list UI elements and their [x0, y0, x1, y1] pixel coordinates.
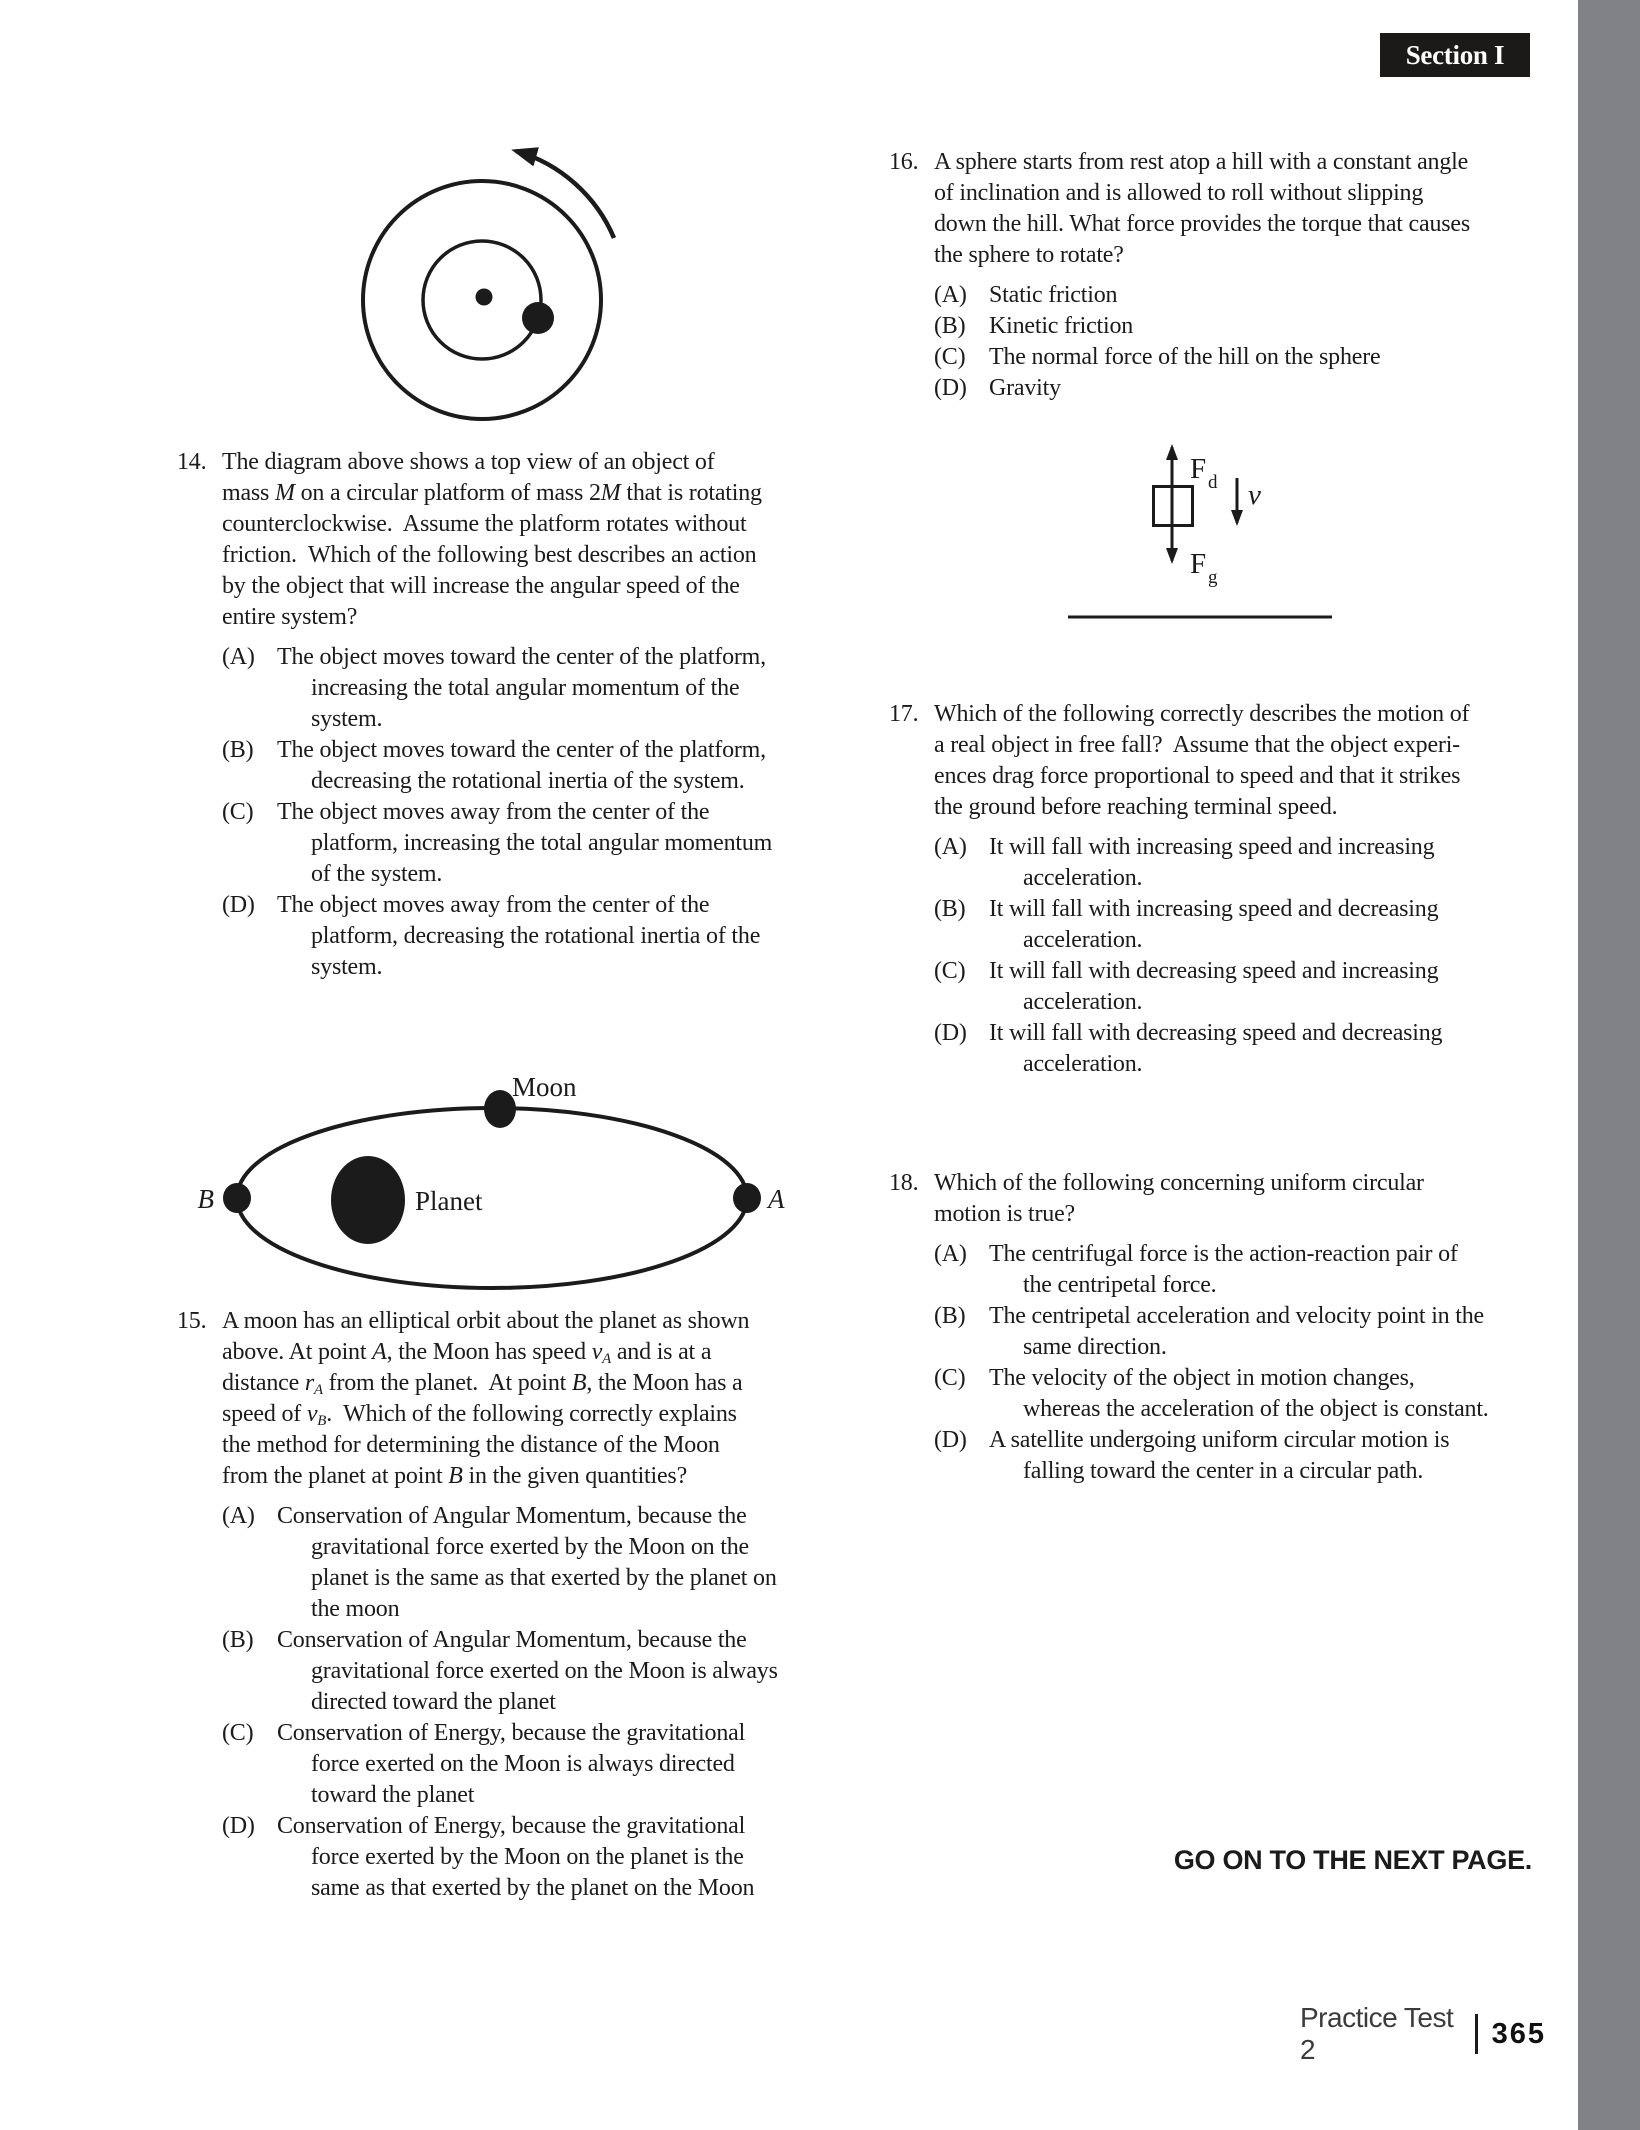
question-14	[168, 447, 868, 983]
option-text: Gravity	[989, 375, 1061, 401]
question-text: Which of the following concerning uniform circular motion is true?	[934, 1170, 1424, 1227]
option-row	[222, 1811, 868, 1904]
platform-center-dot	[476, 289, 493, 306]
option-row	[934, 956, 1580, 1018]
option-row	[222, 797, 868, 890]
option-text: The velocity of the object in motion changes, whereas the acceleration of the object is constant.	[989, 1365, 1489, 1422]
option-text: It will fall with decreasing speed and decreasing acceleration.	[989, 1020, 1443, 1077]
platform-diagram	[340, 118, 635, 423]
question-text: A sphere starts from rest atop a hill with a constant angle of inclination and is allowed to roll without slipping down the hill. What force provides the torque that causes the sphere to rotate?	[934, 149, 1470, 268]
question-text: Which of the following correctly describes the motion of a real object in free fall? Assume that the object experi- ences drag force proportional to speed and that it strikes the ground before reaching terminal speed.	[934, 701, 1470, 820]
question-number: 16.	[889, 149, 919, 175]
option-text: The object moves away from the center of the platform, increasing the total angular momentum of the system.	[277, 799, 773, 887]
option-text: Conservation of Energy, because the gravitational force exerted on the Moon is always directed toward the planet	[277, 1720, 746, 1808]
option-text: It will fall with decreasing speed and increasing acceleration.	[989, 958, 1439, 1015]
question-17	[880, 699, 1580, 1080]
gravity-force-label: F	[1190, 548, 1207, 580]
object-dot	[522, 302, 554, 334]
section-badge: Section I	[1380, 33, 1530, 77]
page-footer	[1300, 2002, 1546, 2066]
option-label: (D)	[934, 1020, 967, 1046]
option-text: Conservation of Angular Momentum, because the gravitational force exerted on the Moon is always directed toward the planet	[277, 1627, 778, 1715]
option-label: (D)	[222, 1813, 255, 1839]
option-row	[934, 1425, 1580, 1487]
option-row	[222, 890, 868, 983]
freefall-diagram	[1040, 420, 1360, 630]
option-text: It will fall with increasing speed and increasing acceleration.	[989, 834, 1435, 891]
option-label: (B)	[222, 737, 254, 763]
option-row	[934, 1239, 1580, 1301]
option-label: (D)	[222, 892, 255, 918]
option-text: It will fall with increasing speed and decreasing acceleration.	[989, 896, 1439, 953]
option-row	[934, 1363, 1580, 1425]
drag-force-label: F	[1190, 453, 1207, 485]
option-row	[222, 1625, 868, 1718]
option-text: The normal force of the hill on the sphere	[989, 344, 1381, 370]
option-text: The object moves toward the center of the platform, decreasing the rotational inertia of the system.	[277, 737, 766, 794]
option-label: (A)	[222, 644, 255, 670]
question-text: A moon has an elliptical orbit about the planet as shown above. At point A, the Moon has speed $v_A$ and is at a distance $r_A$ from the planet. At point B, the Moon has a speed of $v_B$. Which of the following correctly explains the method for determining the distance of the Moon from the planet at point B in the given quantities?	[222, 1308, 750, 1489]
gravity-force-subscript: g	[1208, 567, 1218, 588]
option-text: The object moves toward the center of the platform, increasing the total angular momentum of the system.	[277, 644, 766, 732]
option-label: (A)	[934, 834, 967, 860]
point-a-dot	[733, 1183, 761, 1213]
option-row	[934, 373, 1580, 404]
option-label: (D)	[934, 1427, 967, 1453]
figure-freefall	[1040, 420, 1360, 635]
planet-dot	[331, 1156, 405, 1244]
figure-platform	[340, 118, 635, 428]
option-label: (A)	[222, 1503, 255, 1529]
option-label: (C)	[934, 958, 966, 984]
option-label: (B)	[222, 1627, 254, 1653]
option-text: The object moves away from the center of the platform, decreasing the rotational inertia of the system.	[277, 892, 761, 980]
option-text: Kinetic friction	[989, 313, 1134, 339]
option-row	[934, 832, 1580, 894]
option-text: Conservation of Energy, because the gravitational force exerted by the Moon on the planet is the same as that exerted by the planet on the Moon	[277, 1813, 755, 1901]
option-row	[222, 642, 868, 735]
orbit-ellipse	[237, 1108, 747, 1288]
orbit-diagram	[150, 1058, 810, 1303]
option-label: (B)	[934, 896, 966, 922]
question-16	[880, 147, 1580, 404]
option-label: (C)	[934, 1365, 966, 1391]
option-label: (B)	[934, 1303, 966, 1329]
option-row	[934, 1301, 1580, 1363]
velocity-label: v	[1248, 479, 1261, 511]
option-text: A satellite undergoing uniform circular motion is falling toward the center in a circular path.	[989, 1427, 1450, 1484]
option-text: Conservation of Angular Momentum, because the gravitational force exerted by the Moon on the planet is the same as that exerted by the planet on the moon	[277, 1503, 777, 1622]
option-label: (A)	[934, 282, 967, 308]
option-row	[222, 735, 868, 797]
moon-label: Moon	[512, 1072, 577, 1102]
footer-page-number: 365	[1491, 2017, 1546, 2050]
footer-label: Practice Test 2	[1300, 2002, 1454, 2065]
option-row	[934, 342, 1580, 373]
option-label: (B)	[934, 313, 966, 339]
question-text: The diagram above shows a top view of an object of mass M on a circular platform of mass 2M that is rotating counterclockwise. Assume the platform rotates without friction. Which of the following best describes an action by the object that will increase the angular speed of the entire system?	[222, 449, 762, 630]
question-number: 18.	[889, 1170, 919, 1196]
point-b-dot	[223, 1183, 251, 1213]
option-row	[934, 894, 1580, 956]
option-label: (C)	[222, 799, 254, 825]
option-row	[934, 1018, 1580, 1080]
page-edge-tab	[1578, 0, 1640, 2130]
option-label: (D)	[934, 375, 967, 401]
option-row	[934, 280, 1580, 311]
option-row	[222, 1501, 868, 1625]
option-text: The centripetal acceleration and velocity point in the same direction.	[989, 1303, 1484, 1360]
question-number: 15.	[177, 1308, 207, 1334]
counterclockwise-rotation-arrow	[516, 151, 614, 238]
option-text: Static friction	[989, 282, 1118, 308]
option-label: (C)	[222, 1720, 254, 1746]
point-b-label: B	[197, 1184, 214, 1214]
question-15	[168, 1306, 868, 1904]
option-row	[222, 1718, 868, 1811]
option-text: The centrifugal force is the action-reaction pair of the centripetal force.	[989, 1241, 1458, 1298]
point-a-label: A	[768, 1184, 785, 1214]
drag-force-subscript: d	[1208, 472, 1218, 493]
option-label: (A)	[934, 1241, 967, 1267]
option-label: (C)	[934, 344, 966, 370]
question-number: 14.	[177, 449, 207, 475]
question-18	[880, 1168, 1580, 1487]
question-number: 17.	[889, 701, 919, 727]
planet-label: Planet	[415, 1186, 483, 1216]
go-on-notice: GO ON TO THE NEXT PAGE.	[1173, 1845, 1532, 1875]
figure-orbit	[150, 1058, 810, 1308]
footer-divider	[1475, 2014, 1478, 2054]
option-row	[934, 311, 1580, 342]
